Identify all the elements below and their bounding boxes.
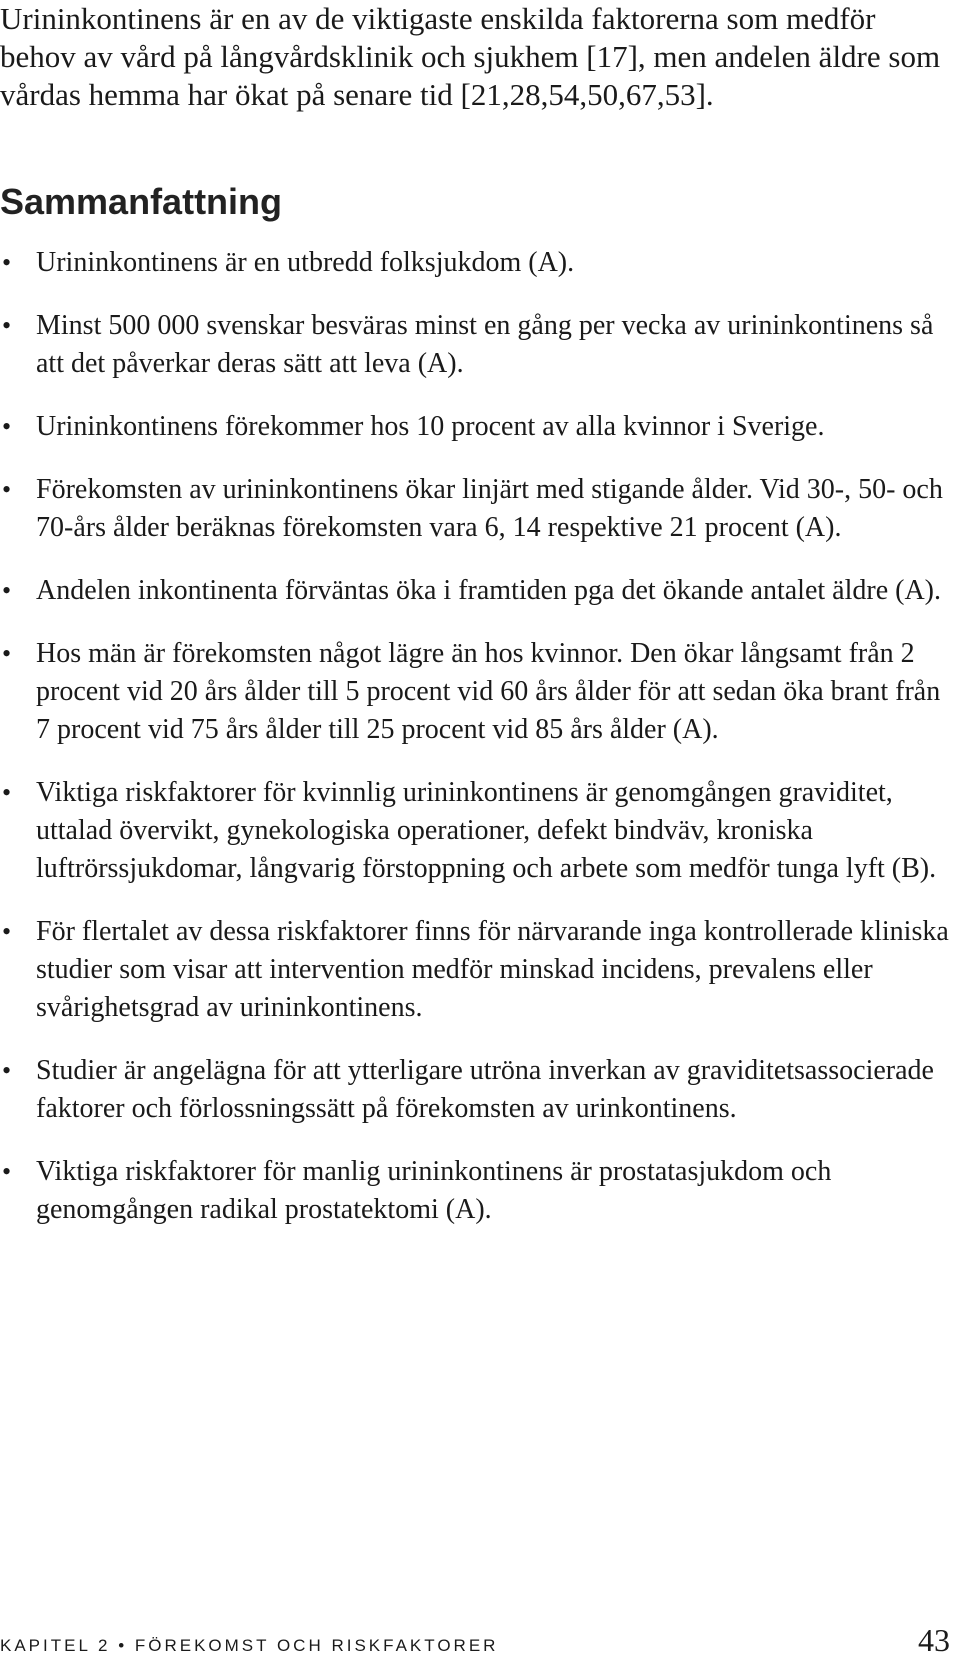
bullet-text: Viktiga riskfaktorer för manlig urininkontinens är prostatasjukdom och genomgången radikal prostatektomi (A). <box>36 1156 832 1225</box>
bullet-icon: • <box>2 778 12 807</box>
bullet-text: Studier är angelägna för att ytterligare utröna inverkan av graviditetsassocierade faktorer och förlossningssätt på förekomsten av urinkontinens. <box>36 1055 934 1124</box>
bullet-item <box>0 307 950 383</box>
page-footer <box>0 1622 950 1658</box>
bullet-text: Viktiga riskfaktorer för kvinnlig urininkontinens är genomgången graviditet, uttalad övervikt, gynekologiska operationer, defekt bindväv, kroniska luftrörssjukdomar, långvarig förstoppning och arbete som medför tunga lyft (B). <box>36 777 937 884</box>
bullet-text: Urininkontinens förekommer hos 10 procent av alla kvinnor i Sverige. <box>36 411 825 442</box>
bullet-item <box>0 408 950 446</box>
bullet-icon: • <box>2 639 12 668</box>
bullet-icon: • <box>2 1157 12 1186</box>
bullet-item <box>0 635 950 749</box>
bullet-text: Urininkontinens är en utbredd folksjukdom (A). <box>36 247 575 278</box>
bullet-item <box>0 774 950 888</box>
bullet-item <box>0 913 950 1027</box>
intro-paragraph: Urininkontinens är en av de viktigaste enskilda faktorerna som medför behov av vård på långvårdsklinik och sjukhem [17], men andelen äldre som vårdas hemma har ökat på senare tid [21,28,54,50,67,53]. <box>0 1 941 112</box>
bullet-item <box>0 471 950 547</box>
bullet-text: Andelen inkontinenta förväntas öka i framtiden pga det ökande antalet äldre (A). <box>36 575 941 606</box>
section-heading: Sammanfattning <box>0 181 283 222</box>
bullet-item <box>0 1052 950 1128</box>
bullet-item <box>0 1153 950 1229</box>
bullet-item <box>0 244 950 282</box>
bullet-text: Hos män är förekomsten något lägre än hos kvinnor. Den ökar långsamt från 2 procent vid 20 års ålder till 5 procent vid 60 års ålder för att sedan öka brant från 7 procent vid 75 års ålder till 25 procent vid 85 års ålder (A). <box>36 638 941 745</box>
bullet-icon: • <box>2 311 12 340</box>
bullet-text: Minst 500 000 svenskar besväras minst en gång per vecka av urininkontinens så att det påverkar deras sätt att leva (A). <box>36 310 934 379</box>
bullet-text: Förekomsten av urininkontinens ökar linjärt med stigande ålder. Vid 30-, 50- och 70-års ålder beräknas förekomsten vara 6, 14 respektive 21 procent (A). <box>36 474 943 543</box>
bullet-icon: • <box>2 248 12 277</box>
summary-bullet-list <box>0 244 950 1254</box>
bullet-icon: • <box>2 1056 12 1085</box>
bullet-text: För flertalet av dessa riskfaktorer finns för närvarande inga kontrollerade kliniska studier som visar att intervention medför minskad incidens, prevalens eller svårighetsgrad av urininkontinens. <box>36 916 949 1023</box>
bullet-icon: • <box>2 917 12 946</box>
bullet-icon: • <box>2 412 12 441</box>
bullet-icon: • <box>2 475 12 504</box>
bullet-item <box>0 572 950 610</box>
page-number: 43 <box>918 1622 950 1658</box>
running-head: KAPITEL 2 • FÖREKOMST OCH RISKFAKTORER <box>0 1636 499 1655</box>
bullet-icon: • <box>2 576 12 605</box>
